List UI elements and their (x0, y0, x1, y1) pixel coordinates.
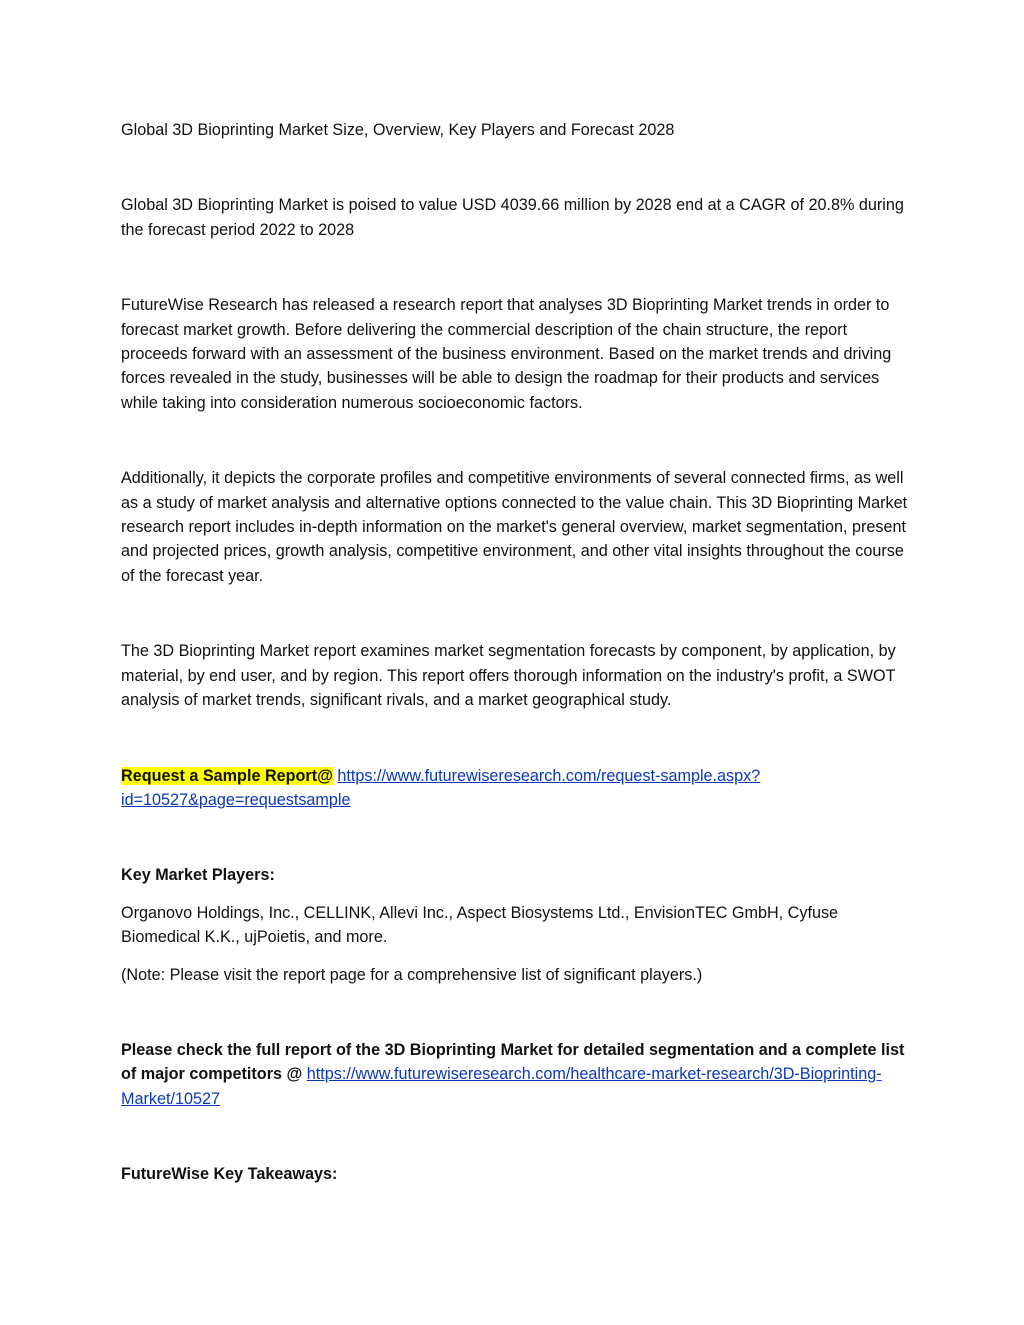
key-players-heading: Key Market Players: (121, 866, 275, 885)
document-title: Global 3D Bioprinting Market Size, Overview, Key Players and Forecast 2028 (121, 121, 675, 139)
market-summary: Global 3D Bioprinting Market is poised to value USD 4039.66 million by 2028 end at a CAGR of 20.8% during the forecast period 2022 to 2028 (121, 196, 904, 239)
sample-request-link[interactable]: https://www.futurewiseresearch.com/request-sample.aspx?id=10527&page=requestsample (121, 766, 761, 809)
sample-request-label: Request a Sample Report@ (121, 766, 333, 785)
takeaways-heading: FutureWise Key Takeaways: (121, 1165, 338, 1184)
sample-request-line (121, 764, 911, 813)
paragraph-report-overview: FutureWise Research has released a research report that analyses 3D Bioprinting Market trends in order to forecast market growth. Before delivering the commercial description of the chain structure, the report proceeds forward with an assessment of the business environment. Based on the market trends and driving forces revealed in the study, businesses will be able to design the roadmap for their products and services while taking into consideration numerous socioeconomic factors. (121, 296, 892, 412)
full-report-line (121, 1038, 911, 1111)
paragraph-corporate-profiles: Additionally, it depicts the corporate profiles and competitive environments of several connected firms, as well as a study of market analysis and alternative options connected to the value chain. This 3D Bioprinting Market research report includes in-depth information on the market's general overview, market segmentation, present and projected prices, growth analysis, competitive environment, and other vital insights throughout the course of the forecast year. (121, 469, 908, 585)
key-players-note: (Note: Please visit the report page for a comprehensive list of significant players.) (121, 965, 703, 984)
key-players-list: Organovo Holdings, Inc., CELLINK, Allevi Inc., Aspect Biosystems Ltd., EnvisionTEC GmbH, Cyfuse Biomedical K.K., ujPoietis, and more. (121, 903, 839, 947)
full-report-link[interactable]: https://www.futurewiseresearch.com/healthcare-market-research/3D-Bioprinting-Market/10527 (121, 1065, 882, 1108)
document-body (121, 118, 911, 1187)
paragraph-segmentation: The 3D Bioprinting Market report examines market segmentation forecasts by component, by application, by material, by end user, and by region. This report offers thorough information on the industry's profit, a SWOT analysis of market trends, significant rivals, and a market geographical study. (121, 642, 896, 710)
full-report-text: Please check the full report of the 3D Bioprinting Market for detailed segmentation and a complete list of major competitors @ (121, 1040, 905, 1084)
